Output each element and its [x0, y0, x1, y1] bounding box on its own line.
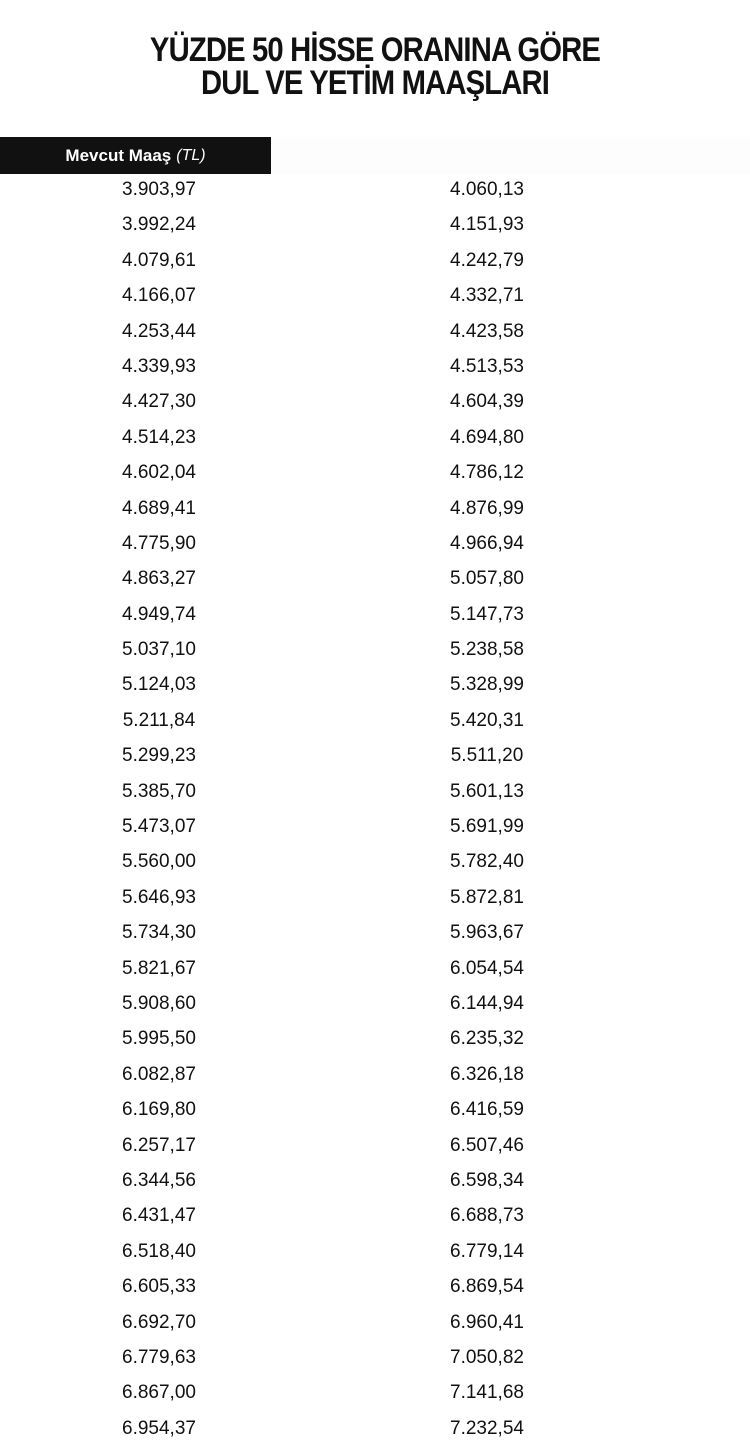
- new-salary-cell: 5.420,31: [450, 709, 524, 731]
- table-row: [0, 1269, 750, 1304]
- table-row: [0, 561, 750, 596]
- current-salary-cell: 6.082,87: [122, 1063, 196, 1085]
- current-salary-cell: 4.689,41: [122, 497, 196, 519]
- table-row: [0, 986, 750, 1021]
- new-salary-cell: 5.872,81: [450, 886, 524, 908]
- table-row: [0, 1128, 750, 1163]
- table-row: [0, 455, 750, 490]
- new-salary-cell: 4.423,58: [450, 320, 524, 342]
- table-row: [0, 951, 750, 986]
- table-row: [0, 1198, 750, 1233]
- current-salary-cell: 6.169,80: [122, 1099, 196, 1121]
- table-row: [0, 278, 750, 313]
- current-salary-cell: 5.211,84: [122, 709, 196, 731]
- table-row: [0, 1092, 750, 1127]
- new-salary-cell: 7.141,68: [450, 1382, 524, 1404]
- current-salary-cell: 5.734,30: [122, 922, 196, 944]
- table-row: [0, 1057, 750, 1092]
- table-row: [0, 703, 750, 738]
- new-salary-cell: 4.786,12: [450, 462, 524, 484]
- current-salary-cell: 4.514,23: [122, 426, 196, 448]
- page-title: [53, 31, 698, 102]
- new-salary-cell: 6.144,94: [450, 992, 524, 1014]
- current-salary-cell: 4.166,07: [122, 285, 196, 307]
- new-salary-cell: 5.147,73: [450, 603, 524, 625]
- new-salary-cell: 5.328,99: [450, 674, 524, 696]
- current-salary-cell: 5.560,00: [122, 851, 196, 873]
- current-salary-cell: 6.518,40: [122, 1240, 196, 1262]
- title-line-2: DUL VE YETİM MAAŞLARI: [200, 64, 550, 102]
- new-salary-cell: 5.057,80: [450, 568, 524, 590]
- current-salary-cell: 4.775,90: [122, 532, 196, 554]
- new-salary-cell: 5.691,99: [450, 816, 524, 838]
- current-salary-cell: 5.908,60: [122, 992, 196, 1014]
- table-row: [0, 384, 750, 419]
- new-salary-cell: 6.688,73: [450, 1205, 524, 1227]
- new-salary-cell: 4.151,93: [450, 214, 524, 236]
- table-row: [0, 667, 750, 702]
- new-salary-cell: 5.782,40: [450, 851, 524, 873]
- table-row: [0, 597, 750, 632]
- current-salary-cell: 4.253,44: [122, 320, 196, 342]
- new-salary-cell: 6.054,54: [450, 957, 524, 979]
- current-salary-cell: 3.992,24: [122, 214, 196, 236]
- new-salary-cell: 6.598,34: [450, 1169, 524, 1191]
- current-salary-cell: 5.995,50: [122, 1028, 196, 1050]
- table-row: [0, 1021, 750, 1056]
- current-salary-cell: 5.124,03: [122, 674, 196, 696]
- current-salary-cell: 6.867,00: [122, 1382, 196, 1404]
- current-salary-cell: 6.344,56: [122, 1169, 196, 1191]
- table-row: [0, 915, 750, 950]
- table-row: [0, 809, 750, 844]
- new-salary-cell: 6.507,46: [450, 1134, 524, 1156]
- new-salary-cell: 6.326,18: [450, 1063, 524, 1085]
- current-salary-cell: 5.473,07: [122, 816, 196, 838]
- new-salary-cell: 5.511,20: [450, 745, 524, 767]
- new-salary-cell: 6.779,14: [450, 1240, 524, 1262]
- table-row: [0, 1375, 750, 1410]
- new-salary-cell: 4.694,80: [450, 426, 524, 448]
- new-salary-cell: 5.238,58: [450, 639, 524, 661]
- table-row: [0, 632, 750, 667]
- current-salary-cell: 6.431,47: [122, 1205, 196, 1227]
- current-salary-cell: 6.954,37: [122, 1417, 196, 1439]
- table-row: [0, 738, 750, 773]
- table-row: [0, 314, 750, 349]
- table-row: [0, 1340, 750, 1375]
- current-salary-cell: 3.903,97: [122, 179, 196, 200]
- table-row: [0, 1411, 750, 1446]
- current-salary-cell: 4.339,93: [122, 355, 196, 377]
- new-salary-cell: 4.513,53: [450, 355, 524, 377]
- table-row: [0, 491, 750, 526]
- table-row: [0, 844, 750, 879]
- new-salary-cell: 6.235,32: [450, 1028, 524, 1050]
- table-row: [0, 1305, 750, 1340]
- column-header-current-salary: [0, 137, 271, 174]
- new-salary-cell: 4.876,99: [450, 497, 524, 519]
- current-salary-cell: 4.079,61: [122, 249, 196, 271]
- new-salary-cell: 6.416,59: [450, 1099, 524, 1121]
- current-salary-cell: 5.037,10: [122, 639, 196, 661]
- current-salary-cell: 4.602,04: [122, 462, 196, 484]
- current-salary-cell: 5.299,23: [122, 745, 196, 767]
- table-row: [0, 774, 750, 809]
- current-salary-cell: 6.257,17: [122, 1134, 196, 1156]
- current-salary-cell: 5.821,67: [122, 957, 196, 979]
- new-salary-cell: 7.232,54: [450, 1417, 524, 1439]
- new-salary-cell: 4.966,94: [450, 532, 524, 554]
- table-row: [0, 1163, 750, 1198]
- current-salary-cell: 6.605,33: [122, 1276, 196, 1298]
- column-header-unit: (TL): [176, 146, 206, 164]
- current-salary-cell: 6.779,63: [122, 1346, 196, 1368]
- current-salary-cell: 5.646,93: [122, 886, 196, 908]
- new-salary-cell: 4.604,39: [450, 391, 524, 413]
- current-salary-cell: 4.863,27: [122, 568, 196, 590]
- table-row: [0, 349, 750, 384]
- new-salary-cell: 4.332,71: [450, 285, 524, 307]
- new-salary-cell: 6.869,54: [450, 1276, 524, 1298]
- current-salary-cell: 4.949,74: [122, 603, 196, 625]
- salary-table: [0, 172, 750, 1446]
- table-row: [0, 172, 750, 207]
- current-salary-cell: 4.427,30: [122, 391, 196, 413]
- column-header-new-salary: [271, 137, 750, 174]
- new-salary-cell: 4.242,79: [450, 249, 524, 271]
- table-row: [0, 207, 750, 242]
- new-salary-cell: 5.963,67: [450, 922, 524, 944]
- current-salary-cell: 6.692,70: [122, 1311, 196, 1333]
- new-salary-cell: 4.060,13: [450, 179, 524, 200]
- new-salary-cell: 5.601,13: [450, 780, 524, 802]
- new-salary-cell: 7.050,82: [450, 1346, 524, 1368]
- title-line-1: YÜZDE 50 HİSSE ORANINA GÖRE: [149, 31, 601, 69]
- table-row: [0, 420, 750, 455]
- table-row: [0, 1234, 750, 1269]
- table-row: [0, 526, 750, 561]
- column-header-label: Mevcut Maaş: [65, 145, 172, 165]
- table-row: [0, 243, 750, 278]
- current-salary-cell: 5.385,70: [122, 780, 196, 802]
- new-salary-cell: 6.960,41: [450, 1311, 524, 1333]
- table-row: [0, 880, 750, 915]
